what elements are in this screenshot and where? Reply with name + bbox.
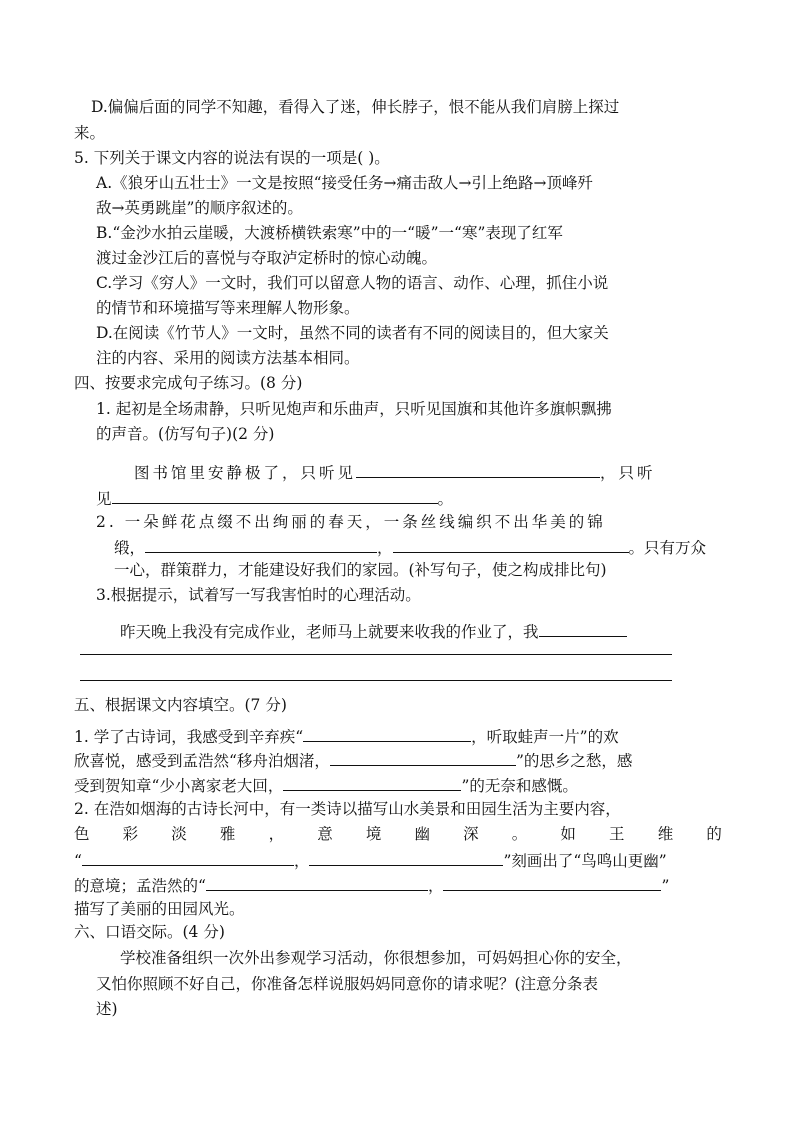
s4-q3-answer-text: 昨天晚上我没有完成作业，老师马上就要来收我的作业了，我 — [120, 623, 539, 641]
s5-q1-blank-1[interactable] — [303, 724, 471, 742]
s4-q2-line2 — [114, 535, 706, 559]
s5-q2-blank-3[interactable] — [206, 873, 428, 891]
s5-q2-line2-char: ， — [268, 825, 285, 843]
s6-prompt-line3: 述) — [96, 1000, 118, 1018]
s5-q1-blank-2[interactable] — [330, 748, 516, 766]
s5-q2-line4-c: ” — [661, 877, 670, 895]
s4-q3-blank-1[interactable] — [539, 619, 627, 637]
s4-q1-answer-line2 — [96, 486, 453, 510]
s4-q1-answer-mid: ，只听 — [600, 464, 656, 482]
s5-q1-line3-b: ”的无奈和感慨。 — [461, 777, 578, 795]
q5-option-c-line1: C.学习《穷人》一文时，我们可以留意人物的语言、动作、心理，抓住小说 — [96, 274, 609, 292]
s5-q2-line4-a: 的意境；孟浩然的“ — [74, 877, 206, 895]
s5-q2-line2-char: 的 — [706, 825, 722, 843]
s5-q1-line2-a: 欣喜悦，感受到孟浩然“移舟泊烟渚， — [74, 752, 330, 770]
q5-option-a-line2: 敌→英勇跳崖”的顺序叙述的。 — [96, 199, 303, 217]
section-6-heading: 六、口语交际。(4 分) — [74, 923, 225, 941]
s5-q2-line4-b: ， — [427, 877, 444, 895]
q5-option-a-line1: A.《狼牙山五壮士》一文是按照“接受任务→痛击敌人→引上绝路→顶峰歼 — [96, 174, 594, 192]
s5-q2-line5: 描写了美丽的田园风光。 — [74, 900, 245, 918]
section-5-heading: 五、根据课文内容填空。(7 分) — [74, 696, 287, 714]
q4-option-d-line2: 来。 — [74, 124, 106, 142]
s5-q2-line3-c: ”刻画出了“鸟鸣山更幽” — [503, 852, 667, 870]
s5-q1-line2-b: ”的思乡之愁，感 — [515, 752, 633, 770]
s4-q1-blank-2[interactable] — [112, 486, 438, 504]
s5-q2-line2-char: 彩 — [122, 825, 139, 843]
q5-option-c-line2: 的情节和环境描写等来理解人物形象。 — [96, 299, 360, 317]
s5-q2-line3-b: ， — [293, 852, 310, 870]
s4-q2-blank-2[interactable] — [393, 535, 629, 553]
s5-q2-line2-char: 幽 — [414, 825, 430, 843]
s5-q2-line2-char: 雅 — [219, 825, 236, 843]
s5-q2-line4 — [74, 873, 669, 897]
s5-q2-line2-char: 深 — [463, 825, 479, 843]
s4-q1-blank-1[interactable] — [356, 460, 600, 478]
s4-q1-answer-end: 。 — [437, 490, 454, 508]
s5-q2-blank-1[interactable] — [82, 848, 294, 866]
s5-q2-line3-a: “ — [74, 852, 82, 870]
s6-prompt-line1: 学校准备组织一次外出参观学习活动，你很想参加，可妈妈担心你的安全， — [120, 949, 632, 967]
s5-q2-line2-char: 淡 — [171, 825, 187, 843]
s5-q2-line2-char: 如 — [560, 825, 576, 843]
s5-q2-line2 — [74, 823, 722, 845]
s4-q2-line1: 2. 一朵鲜花点缀不出绚丽的春天，一条丝线编织不出华美的锦 — [96, 513, 606, 531]
s5-q2-line2-char: 维 — [657, 825, 674, 843]
q4-option-d-line1: D.偏偏后面的同学不知趣，看得入了迷，伸长脖子，恨不能从我们肩膀上探过 — [91, 98, 620, 116]
s5-q2-line2-char: 。 — [511, 825, 528, 843]
s4-q3: 3.根据提示，试着写一写我害怕时的心理活动。 — [96, 586, 421, 604]
q5-option-d-line2: 注的内容、采用的阅读方法基本相同。 — [96, 349, 360, 367]
s5-q2-line3 — [74, 848, 667, 872]
s4-q3-answer — [120, 619, 627, 643]
s6-prompt-line2: 又怕你照顾不好自己，你准备怎样说服妈妈同意你的请求呢？(注意分条表 — [96, 975, 599, 993]
s5-q1-line3 — [74, 773, 578, 797]
s5-q2-line2-char: 意 — [317, 825, 333, 843]
s5-q1-line1 — [74, 724, 619, 748]
s5-q1-line1-b: ，听取蛙声一片”的欢 — [471, 728, 619, 746]
s4-q1-line1: 1. 起初是全场肃静，只听见炮声和乐曲声，只听见国旗和其他许多旗帜飘拂 — [96, 400, 612, 418]
s4-q2-line2-comma: ， — [377, 539, 393, 557]
s4-q1-answer-start: 图书馆里安静极了，只听见 — [134, 464, 357, 482]
q5-option-b-line1: B.“金沙水拍云崖暖，大渡桥横铁索寒”中的一“暖”一“寒”表现了红军 — [96, 224, 563, 242]
s5-q2-line2-char: 色 — [74, 825, 90, 843]
s4-q2-line3: 一心，群策群力，才能建设好我们的家园。(补写句子，使之构成排比句) — [114, 561, 607, 579]
s4-q2-line2-start: 缎， — [114, 539, 146, 557]
s5-q2-line2-char: 境 — [365, 825, 382, 843]
s5-q1-line1-a: 1. 学了古诗词，我感受到辛弃疾“ — [74, 728, 304, 746]
s5-q2-line2-char: 王 — [609, 825, 625, 843]
s5-q1-blank-3[interactable] — [283, 773, 461, 791]
q5-stem: 5. 下列关于课文内容的说法有误的一项是( )。 — [74, 149, 390, 167]
s5-q2-blank-2[interactable] — [309, 848, 503, 866]
s4-q2-line2-end: 。只有万众 — [628, 539, 707, 557]
q5-option-d-line1: D.在阅读《竹节人》一文时，虽然不同的读者有不同的阅读目的，但大家关 — [96, 324, 609, 342]
s5-q1-line3-a: 受到贺知章“少小离家老大回， — [74, 777, 284, 795]
s4-q1-answer-l2-start: 见 — [96, 490, 112, 508]
section-4-heading: 四、按要求完成句子练习。(8 分) — [74, 374, 303, 392]
s4-q1-line2: 的声音。(仿写句子)(2 分) — [96, 425, 275, 443]
s4-q3-answer-rule-1[interactable] — [80, 654, 672, 655]
s4-q3-answer-rule-2[interactable] — [80, 680, 672, 681]
s4-q1-answer-line1 — [134, 460, 656, 484]
q5-option-b-line2: 渡过金沙江后的喜悦与夺取泸定桥时的惊心动魄。 — [96, 249, 438, 267]
s4-q2-blank-1[interactable] — [145, 535, 377, 553]
s5-q2-line1: 2. 在浩如烟海的古诗长河中，有一类诗以描写山水美景和田园生活为主要内容， — [74, 800, 621, 818]
s5-q1-line2 — [74, 748, 632, 772]
s5-q2-blank-4[interactable] — [443, 873, 661, 891]
